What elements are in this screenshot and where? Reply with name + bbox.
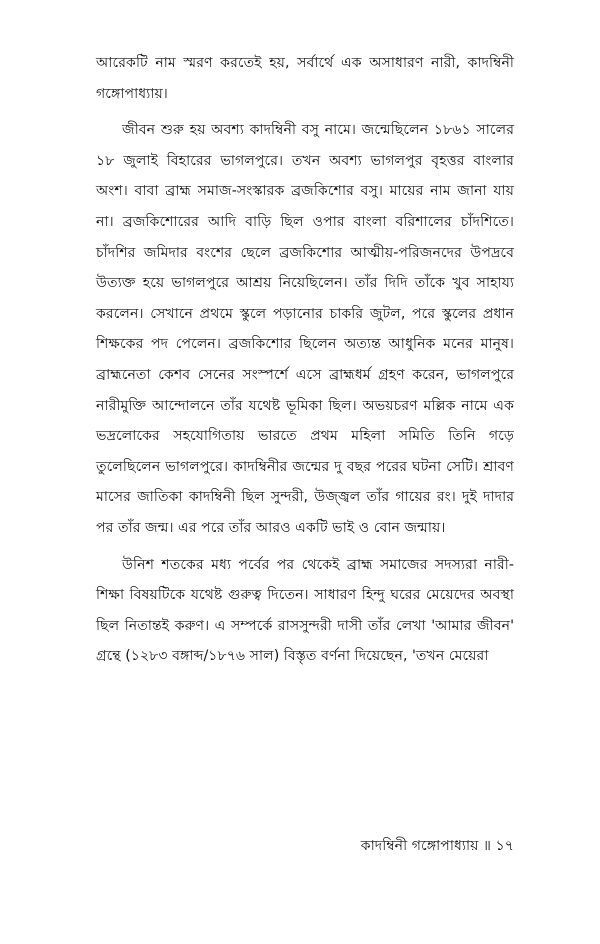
- page-body-text: [96, 48, 514, 672]
- paragraph-2: জীবন শুরু হয় অবশ্য কাদম্বিনী বসু নামে। জন্মেছিলেন ১৮৬১ সালের ১৮ জুলাই বিহারের ভাগলপুরে। তখন অবশ্য ভাগলপুর বৃহত্তর বাংলার অংশ। বাবা ব্রাহ্ম সমাজ-সংস্কারক ব্রজকিশোর বসু। মায়ের নাম জানা যায় না। ব্রজকিশোরের আদি বাড়ি ছিল ওপার বাংলা বরিশালের চাঁদশিতে। চাঁদশির জমিদার বংশের ছেলে ব্রজকিশোর আত্মীয়-পরিজনদের উপদ্রবে উত্যক্ত হয়ে ভাগলপুরে আশ্রয় নিয়েছিলেন। তাঁর দিদি তাঁকে খুব সাহায্য করলেন। সেখানে প্রথমে স্কুলে পড়ানোর চাকরি জুটল, পরে স্কুলের প্রধান শিক্ষকের পদ পেলেন। ব্রজকিশোর ছিলেন অত্যন্ত আধুনিক মনের মানুষ। ব্রাহ্মনেতা কেশব সেনের সংস্পর্শে এসে ব্রাহ্মধর্ম গ্রহণ করেন, ভাগলপুরে নারীমুক্তি আন্দোলনে তাঁর যথেষ্ট ভূমিকা ছিল। অভয়চরণ মল্লিক নামে এক ভদ্রলোকের সহযোগিতায় ভারতে প্রথম মহিলা সমিতি তিনি গড়ে তুলেছিলেন ভাগলপুরে। কাদম্বিনীর জন্মের দু বছর পরের ঘটনা সেটি। শ্রাবণ মাসের জাতিকা কাদম্বিনী ছিল সুন্দরী, উজ্জ্বল তাঁর গায়ের রং। দুই দাদার পর তাঁর জন্ম। এর পরে তাঁর আরও একটি ভাই ও বোন জন্মায়।: [96, 122, 514, 536]
- running-footer: কাদম্বিনী গঙ্গোপাধ্যায় ॥ ১৭: [360, 838, 514, 854]
- paragraph-1: আরেকটি নাম স্মরণ করতেই হয়, সর্বার্থে এক অসাধারণ নারী, কাদম্বিনী গঙ্গোপাধ্যায়।: [96, 55, 514, 102]
- paragraph-3: উনিশ শতকের মধ্য পর্বের পর থেকেই ব্রাহ্ম সমাজের সদস্যরা নারী-শিক্ষা বিষয়টিকে যথেষ্ট গুরুত্ব দিতেন। সাধারণ হিন্দু ঘরের মেয়েদের অবস্থা ছিল নিতান্তই করুণ। এ সম্পর্কে রাসসুন্দরী দাসী তাঁর লেখা 'আমার জীবন' গ্রন্থে (১২৮৩ বঙ্গাব্দ/১৮৭৬ সাল) বিস্তৃত বর্ণনা দিয়েছেন, 'তখন মেয়েরা: [96, 556, 514, 665]
